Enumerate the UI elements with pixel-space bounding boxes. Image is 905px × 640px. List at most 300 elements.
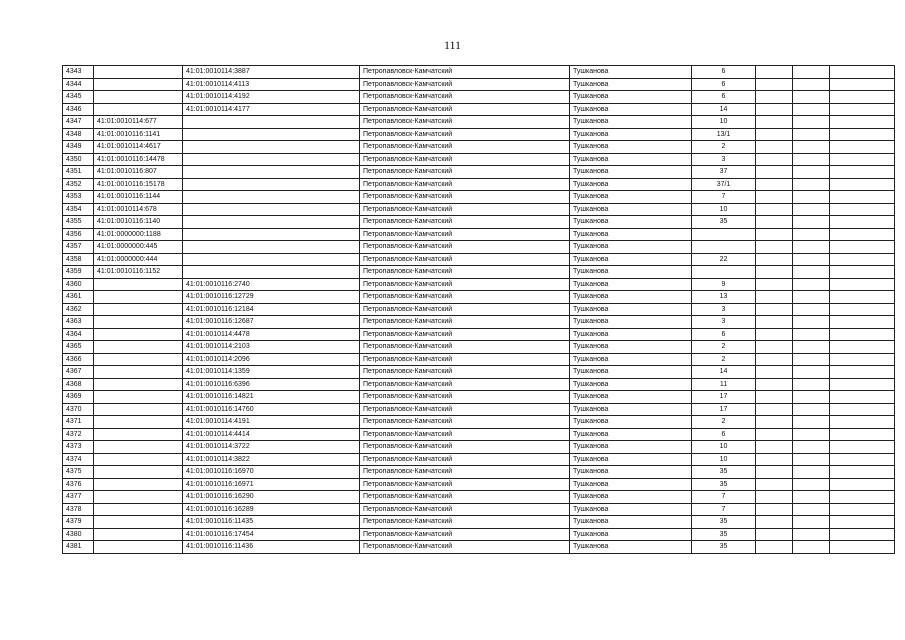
empty-cell-3 xyxy=(830,91,895,104)
city-cell: Петропавловск-Камчатский xyxy=(360,78,570,91)
house-number-cell: 13/1 xyxy=(692,128,756,141)
empty-cell-2 xyxy=(793,441,830,454)
empty-cell-3 xyxy=(830,316,895,329)
house-number-cell: 10 xyxy=(692,116,756,129)
cadastral-number-cell xyxy=(94,441,183,454)
empty-cell-1 xyxy=(756,503,793,516)
table-row xyxy=(63,278,895,291)
cadastral-number-cell xyxy=(94,528,183,541)
empty-cell-1 xyxy=(756,441,793,454)
cadastral-number-cell: 41:01:0010116:1140 xyxy=(94,216,183,229)
cadastral-number-cell xyxy=(94,416,183,429)
cadastral-number-cell: 41:01:0010116:1152 xyxy=(94,266,183,279)
row-number-cell: 4349 xyxy=(63,141,94,154)
empty-cell-1 xyxy=(756,278,793,291)
table-row xyxy=(63,141,895,154)
table-row xyxy=(63,403,895,416)
street-cell: Тушканова xyxy=(570,441,692,454)
empty-cell-3 xyxy=(830,166,895,179)
row-number-cell: 4363 xyxy=(63,316,94,329)
cadastral-number-cell xyxy=(94,66,183,79)
table-row xyxy=(63,516,895,529)
empty-cell-3 xyxy=(830,516,895,529)
city-cell: Петропавловск-Камчатский xyxy=(360,203,570,216)
empty-cell-3 xyxy=(830,266,895,279)
empty-cell-2 xyxy=(793,478,830,491)
cadastral-number-cell: 41:01:0010114:4617 xyxy=(94,141,183,154)
table-row xyxy=(63,153,895,166)
cadastral-number-cell xyxy=(94,91,183,104)
empty-cell-2 xyxy=(793,116,830,129)
cadastral-number-alt-cell xyxy=(183,166,360,179)
row-number-cell: 4366 xyxy=(63,353,94,366)
row-number-cell: 4345 xyxy=(63,91,94,104)
empty-cell-1 xyxy=(756,203,793,216)
house-number-cell: 10 xyxy=(692,203,756,216)
cadastral-number-alt-cell xyxy=(183,253,360,266)
empty-cell-1 xyxy=(756,66,793,79)
street-cell: Тушканова xyxy=(570,266,692,279)
empty-cell-1 xyxy=(756,541,793,554)
row-number-cell: 4381 xyxy=(63,541,94,554)
row-number-cell: 4348 xyxy=(63,128,94,141)
cadastral-number-cell xyxy=(94,453,183,466)
cadastral-number-alt-cell: 41:01:0010114:4414 xyxy=(183,428,360,441)
cadastral-number-alt-cell: 41:01:0010116:16971 xyxy=(183,478,360,491)
row-number-cell: 4346 xyxy=(63,103,94,116)
house-number-cell: 11 xyxy=(692,378,756,391)
empty-cell-3 xyxy=(830,328,895,341)
table-row xyxy=(63,191,895,204)
city-cell: Петропавловск-Камчатский xyxy=(360,266,570,279)
row-number-cell: 4353 xyxy=(63,191,94,204)
house-number-cell: 37/1 xyxy=(692,178,756,191)
street-cell: Тушканова xyxy=(570,78,692,91)
city-cell: Петропавловск-Камчатский xyxy=(360,141,570,154)
cadastral-number-alt-cell: 41:01:0010114:4191 xyxy=(183,416,360,429)
empty-cell-1 xyxy=(756,153,793,166)
table-row xyxy=(63,466,895,479)
city-cell: Петропавловск-Камчатский xyxy=(360,441,570,454)
empty-cell-3 xyxy=(830,241,895,254)
house-number-cell: 17 xyxy=(692,391,756,404)
street-cell: Тушканова xyxy=(570,366,692,379)
table-row xyxy=(63,228,895,241)
cadastral-number-alt-cell xyxy=(183,116,360,129)
table-row xyxy=(63,366,895,379)
empty-cell-2 xyxy=(793,516,830,529)
city-cell: Петропавловск-Камчатский xyxy=(360,391,570,404)
city-cell: Петропавловск-Камчатский xyxy=(360,216,570,229)
empty-cell-2 xyxy=(793,253,830,266)
city-cell: Петропавловск-Камчатский xyxy=(360,403,570,416)
table-row xyxy=(63,178,895,191)
cadastral-number-cell xyxy=(94,316,183,329)
cadastral-number-cell: 41:01:0010116:1141 xyxy=(94,128,183,141)
empty-cell-3 xyxy=(830,453,895,466)
table-row xyxy=(63,428,895,441)
cadastral-number-alt-cell: 41:01:0010116:6396 xyxy=(183,378,360,391)
table-row xyxy=(63,291,895,304)
city-cell: Петропавловск-Камчатский xyxy=(360,178,570,191)
empty-cell-2 xyxy=(793,203,830,216)
empty-cell-1 xyxy=(756,191,793,204)
empty-cell-1 xyxy=(756,316,793,329)
row-number-cell: 4371 xyxy=(63,416,94,429)
empty-cell-3 xyxy=(830,503,895,516)
cadastral-number-alt-cell: 41:01:0010114:1359 xyxy=(183,366,360,379)
street-cell: Тушканова xyxy=(570,403,692,416)
row-number-cell: 4364 xyxy=(63,328,94,341)
city-cell: Петропавловск-Камчатский xyxy=(360,116,570,129)
street-cell: Тушканова xyxy=(570,128,692,141)
empty-cell-3 xyxy=(830,303,895,316)
cadastral-number-alt-cell xyxy=(183,128,360,141)
house-number-cell: 3 xyxy=(692,303,756,316)
house-number-cell xyxy=(692,228,756,241)
empty-cell-1 xyxy=(756,453,793,466)
city-cell: Петропавловск-Камчатский xyxy=(360,328,570,341)
city-cell: Петропавловск-Камчатский xyxy=(360,416,570,429)
cadastral-number-cell xyxy=(94,341,183,354)
cadastral-number-alt-cell: 41:01:0010116:14760 xyxy=(183,403,360,416)
cadastral-number-cell xyxy=(94,291,183,304)
empty-cell-2 xyxy=(793,453,830,466)
cadastral-number-cell xyxy=(94,466,183,479)
table-row xyxy=(63,103,895,116)
city-cell: Петропавловск-Камчатский xyxy=(360,278,570,291)
empty-cell-1 xyxy=(756,341,793,354)
city-cell: Петропавловск-Камчатский xyxy=(360,228,570,241)
street-cell: Тушканова xyxy=(570,303,692,316)
empty-cell-2 xyxy=(793,291,830,304)
cadastral-number-cell: 41:01:0000000:1188 xyxy=(94,228,183,241)
row-number-cell: 4379 xyxy=(63,516,94,529)
city-cell: Петропавловск-Камчатский xyxy=(360,66,570,79)
row-number-cell: 4362 xyxy=(63,303,94,316)
empty-cell-1 xyxy=(756,491,793,504)
row-number-cell: 4359 xyxy=(63,266,94,279)
cadastral-number-alt-cell: 41:01:0010114:3887 xyxy=(183,66,360,79)
empty-cell-1 xyxy=(756,528,793,541)
cadastral-number-cell xyxy=(94,491,183,504)
row-number-cell: 4376 xyxy=(63,478,94,491)
cadastral-number-alt-cell: 41:01:0010116:2740 xyxy=(183,278,360,291)
empty-cell-2 xyxy=(793,528,830,541)
empty-cell-2 xyxy=(793,391,830,404)
empty-cell-1 xyxy=(756,266,793,279)
street-cell: Тушканова xyxy=(570,116,692,129)
empty-cell-3 xyxy=(830,253,895,266)
cadastral-number-alt-cell: 41:01:0010114:4113 xyxy=(183,78,360,91)
empty-cell-1 xyxy=(756,216,793,229)
empty-cell-1 xyxy=(756,328,793,341)
city-cell: Петропавловск-Камчатский xyxy=(360,528,570,541)
table-row xyxy=(63,528,895,541)
city-cell: Петропавловск-Камчатский xyxy=(360,478,570,491)
street-cell: Тушканова xyxy=(570,541,692,554)
city-cell: Петропавловск-Камчатский xyxy=(360,341,570,354)
empty-cell-2 xyxy=(793,228,830,241)
city-cell: Петропавловск-Камчатский xyxy=(360,191,570,204)
city-cell: Петропавловск-Камчатский xyxy=(360,516,570,529)
house-number-cell: 7 xyxy=(692,491,756,504)
street-cell: Тушканова xyxy=(570,66,692,79)
empty-cell-2 xyxy=(793,328,830,341)
cadastral-number-cell xyxy=(94,353,183,366)
cadastral-number-cell: 41:01:0010114:678 xyxy=(94,203,183,216)
city-cell: Петропавловск-Камчатский xyxy=(360,353,570,366)
table-row xyxy=(63,378,895,391)
empty-cell-1 xyxy=(756,241,793,254)
empty-cell-3 xyxy=(830,491,895,504)
table-row xyxy=(63,241,895,254)
empty-cell-3 xyxy=(830,416,895,429)
row-number-cell: 4375 xyxy=(63,466,94,479)
empty-cell-3 xyxy=(830,403,895,416)
empty-cell-3 xyxy=(830,478,895,491)
cadastral-number-alt-cell: 41:01:0010114:2103 xyxy=(183,341,360,354)
house-number-cell: 35 xyxy=(692,528,756,541)
house-number-cell: 2 xyxy=(692,353,756,366)
city-cell: Петропавловск-Камчатский xyxy=(360,91,570,104)
row-number-cell: 4354 xyxy=(63,203,94,216)
city-cell: Петропавловск-Камчатский xyxy=(360,316,570,329)
empty-cell-3 xyxy=(830,191,895,204)
table-row xyxy=(63,66,895,79)
street-cell: Тушканова xyxy=(570,103,692,116)
table-row xyxy=(63,78,895,91)
city-cell: Петропавловск-Камчатский xyxy=(360,291,570,304)
row-number-cell: 4350 xyxy=(63,153,94,166)
table-row xyxy=(63,416,895,429)
city-cell: Петропавловск-Камчатский xyxy=(360,166,570,179)
cadastral-number-alt-cell: 41:01:0010114:2096 xyxy=(183,353,360,366)
empty-cell-2 xyxy=(793,428,830,441)
empty-cell-2 xyxy=(793,541,830,554)
cadastral-number-alt-cell: 41:01:0010116:17454 xyxy=(183,528,360,541)
empty-cell-2 xyxy=(793,153,830,166)
empty-cell-2 xyxy=(793,66,830,79)
house-number-cell: 13 xyxy=(692,291,756,304)
cadastral-number-alt-cell: 41:01:0010114:3822 xyxy=(183,453,360,466)
cadastral-number-alt-cell xyxy=(183,228,360,241)
table-row xyxy=(63,316,895,329)
cadastral-number-cell xyxy=(94,503,183,516)
house-number-cell: 6 xyxy=(692,78,756,91)
cadastral-number-cell xyxy=(94,278,183,291)
empty-cell-3 xyxy=(830,216,895,229)
street-cell: Тушканова xyxy=(570,416,692,429)
house-number-cell: 35 xyxy=(692,478,756,491)
row-number-cell: 4357 xyxy=(63,241,94,254)
empty-cell-2 xyxy=(793,191,830,204)
empty-cell-3 xyxy=(830,153,895,166)
street-cell: Тушканова xyxy=(570,391,692,404)
house-number-cell: 6 xyxy=(692,66,756,79)
cadastral-number-alt-cell: 41:01:0010114:4478 xyxy=(183,328,360,341)
cadastral-number-cell: 41:01:0010116:15178 xyxy=(94,178,183,191)
cadastral-number-cell xyxy=(94,428,183,441)
house-number-cell: 14 xyxy=(692,366,756,379)
row-number-cell: 4352 xyxy=(63,178,94,191)
table-row xyxy=(63,491,895,504)
empty-cell-1 xyxy=(756,78,793,91)
row-number-cell: 4358 xyxy=(63,253,94,266)
empty-cell-2 xyxy=(793,353,830,366)
cadastral-number-cell xyxy=(94,103,183,116)
city-cell: Петропавловск-Камчатский xyxy=(360,153,570,166)
house-number-cell: 3 xyxy=(692,153,756,166)
empty-cell-1 xyxy=(756,141,793,154)
row-number-cell: 4343 xyxy=(63,66,94,79)
row-number-cell: 4378 xyxy=(63,503,94,516)
row-number-cell: 4356 xyxy=(63,228,94,241)
table-row xyxy=(63,391,895,404)
empty-cell-2 xyxy=(793,103,830,116)
cadastral-number-cell: 41:01:0010114:677 xyxy=(94,116,183,129)
empty-cell-1 xyxy=(756,178,793,191)
table-row xyxy=(63,441,895,454)
cadastral-number-cell xyxy=(94,378,183,391)
street-cell: Тушканова xyxy=(570,528,692,541)
empty-cell-1 xyxy=(756,303,793,316)
empty-cell-3 xyxy=(830,228,895,241)
empty-cell-3 xyxy=(830,353,895,366)
street-cell: Тушканова xyxy=(570,453,692,466)
empty-cell-3 xyxy=(830,128,895,141)
empty-cell-3 xyxy=(830,66,895,79)
house-number-cell: 2 xyxy=(692,416,756,429)
empty-cell-1 xyxy=(756,103,793,116)
street-cell: Тушканова xyxy=(570,166,692,179)
empty-cell-1 xyxy=(756,91,793,104)
row-number-cell: 4344 xyxy=(63,78,94,91)
empty-cell-1 xyxy=(756,291,793,304)
street-cell: Тушканова xyxy=(570,253,692,266)
city-cell: Петропавловск-Камчатский xyxy=(360,241,570,254)
cadastral-number-cell: 41:01:0010116:1144 xyxy=(94,191,183,204)
house-number-cell: 35 xyxy=(692,541,756,554)
row-number-cell: 4372 xyxy=(63,428,94,441)
city-cell: Петропавловск-Камчатский xyxy=(360,128,570,141)
row-number-cell: 4347 xyxy=(63,116,94,129)
street-cell: Тушканова xyxy=(570,503,692,516)
row-number-cell: 4373 xyxy=(63,441,94,454)
row-number-cell: 4377 xyxy=(63,491,94,504)
empty-cell-2 xyxy=(793,278,830,291)
row-number-cell: 4374 xyxy=(63,453,94,466)
table-row xyxy=(63,541,895,554)
cadastral-number-cell xyxy=(94,541,183,554)
street-cell: Тушканова xyxy=(570,466,692,479)
table-row xyxy=(63,203,895,216)
house-number-cell xyxy=(692,266,756,279)
house-number-cell: 3 xyxy=(692,316,756,329)
empty-cell-3 xyxy=(830,141,895,154)
empty-cell-1 xyxy=(756,253,793,266)
street-cell: Тушканова xyxy=(570,216,692,229)
empty-cell-3 xyxy=(830,203,895,216)
empty-cell-2 xyxy=(793,78,830,91)
empty-cell-3 xyxy=(830,178,895,191)
table-row xyxy=(63,303,895,316)
street-cell: Тушканова xyxy=(570,316,692,329)
cadastral-number-cell xyxy=(94,366,183,379)
city-cell: Петропавловск-Камчатский xyxy=(360,103,570,116)
empty-cell-3 xyxy=(830,291,895,304)
table-row xyxy=(63,453,895,466)
empty-cell-3 xyxy=(830,341,895,354)
house-number-cell: 10 xyxy=(692,441,756,454)
street-cell: Тушканова xyxy=(570,178,692,191)
house-number-cell: 6 xyxy=(692,428,756,441)
empty-cell-2 xyxy=(793,341,830,354)
city-cell: Петропавловск-Камчатский xyxy=(360,428,570,441)
empty-cell-1 xyxy=(756,428,793,441)
street-cell: Тушканова xyxy=(570,203,692,216)
table-row xyxy=(63,216,895,229)
empty-cell-3 xyxy=(830,541,895,554)
empty-cell-1 xyxy=(756,466,793,479)
house-number-cell: 10 xyxy=(692,453,756,466)
address-registry-table xyxy=(62,65,895,554)
street-cell: Тушканова xyxy=(570,478,692,491)
cadastral-number-alt-cell: 41:01:0010116:16970 xyxy=(183,466,360,479)
cadastral-number-cell: 41:01:0010116:807 xyxy=(94,166,183,179)
empty-cell-3 xyxy=(830,366,895,379)
cadastral-number-alt-cell: 41:01:0010116:14821 xyxy=(183,391,360,404)
house-number-cell: 2 xyxy=(692,141,756,154)
street-cell: Тушканова xyxy=(570,516,692,529)
empty-cell-3 xyxy=(830,116,895,129)
street-cell: Тушканова xyxy=(570,341,692,354)
street-cell: Тушканова xyxy=(570,291,692,304)
cadastral-number-cell xyxy=(94,78,183,91)
house-number-cell: 22 xyxy=(692,253,756,266)
table-row xyxy=(63,266,895,279)
house-number-cell: 2 xyxy=(692,341,756,354)
street-cell: Тушканова xyxy=(570,141,692,154)
house-number-cell: 9 xyxy=(692,278,756,291)
registry-table-body xyxy=(63,66,895,554)
empty-cell-3 xyxy=(830,441,895,454)
cadastral-number-alt-cell xyxy=(183,178,360,191)
city-cell: Петропавловск-Камчатский xyxy=(360,253,570,266)
city-cell: Петропавловск-Камчатский xyxy=(360,503,570,516)
street-cell: Тушканова xyxy=(570,241,692,254)
cadastral-number-alt-cell: 41:01:0010116:12687 xyxy=(183,316,360,329)
empty-cell-2 xyxy=(793,128,830,141)
city-cell: Петропавловск-Камчатский xyxy=(360,491,570,504)
street-cell: Тушканова xyxy=(570,278,692,291)
table-row xyxy=(63,166,895,179)
table-row xyxy=(63,128,895,141)
empty-cell-1 xyxy=(756,128,793,141)
empty-cell-2 xyxy=(793,403,830,416)
empty-cell-1 xyxy=(756,116,793,129)
empty-cell-1 xyxy=(756,378,793,391)
empty-cell-2 xyxy=(793,503,830,516)
table-row xyxy=(63,328,895,341)
empty-cell-3 xyxy=(830,278,895,291)
city-cell: Петропавловск-Камчатский xyxy=(360,453,570,466)
empty-cell-3 xyxy=(830,103,895,116)
empty-cell-1 xyxy=(756,416,793,429)
cadastral-number-alt-cell: 41:01:0010116:16290 xyxy=(183,491,360,504)
empty-cell-2 xyxy=(793,91,830,104)
cadastral-number-alt-cell: 41:01:0010116:12184 xyxy=(183,303,360,316)
